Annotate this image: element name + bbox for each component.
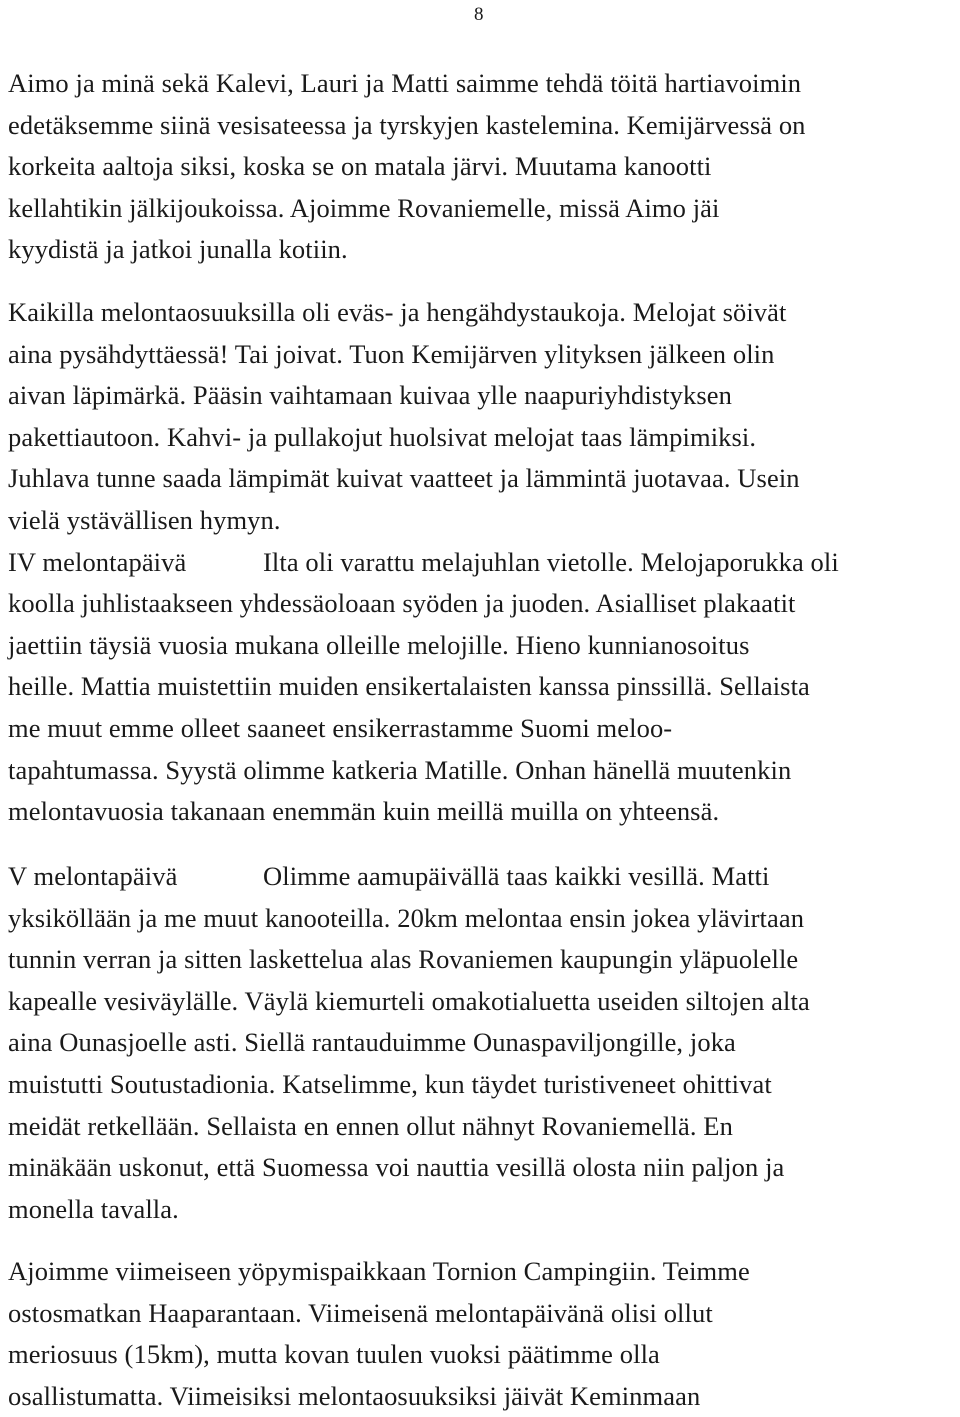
text-line: minäkään uskonut, että Suomessa voi nauttia vesillä olosta niin paljon ja bbox=[8, 1152, 785, 1183]
paragraph-2 bbox=[8, 292, 952, 833]
day-5-heading: V melontapäivä bbox=[8, 861, 178, 891]
day-5-first-line bbox=[8, 856, 952, 898]
day-4-first-text: Ilta oli varattu melajuhlan vietolle. Melojaporukka oli bbox=[263, 546, 839, 577]
text-line: edetäksemme siinä vesisateessa ja tyrskyjen kastelemina. Kemijärvessä on bbox=[8, 109, 806, 140]
text-line: Aimo ja minä sekä Kalevi, Lauri ja Matti saimme tehdä töitä hartiavoimin bbox=[8, 68, 802, 98]
text-line: monella tavalla. bbox=[8, 1193, 179, 1224]
text-line: Kaikilla melontaosuuksilla oli eväs- ja hengähdystaukoja. Melojat söivät bbox=[8, 297, 787, 327]
text-line: meidät retkellään. Sellaista en ennen ollut nähnyt Rovaniemellä. En bbox=[8, 1110, 733, 1141]
text-line: tunnin verran ja sitten laskettelua alas Rovaniemen kaupungin yläpuolelle bbox=[8, 944, 799, 975]
text-line: osallistumatta. Viimeisiksi melontaosuuksiksi jäivät Keminmaan bbox=[8, 1380, 701, 1411]
text-line: me muut emme olleet saaneet ensikerrastamme Suomi meloo- bbox=[8, 712, 673, 743]
text-line: Ajoimme viimeiseen yöpymispaikkaan Tornion Campingiin. Teimme bbox=[8, 1256, 750, 1286]
day-4-heading: IV melontapäivä bbox=[8, 546, 187, 577]
text-line: aivan läpimärkä. Pääsin vaihtamaan kuivaa ylle naapuriyhdistyksen bbox=[8, 380, 732, 411]
paragraph-1 bbox=[8, 63, 952, 271]
text-line: muistutti Soutustadionia. Katselimme, kun täydet turistiveneet ohittivat bbox=[8, 1068, 772, 1099]
day-5-first-text: Olimme aamupäivällä taas kaikki vesillä. Matti bbox=[263, 861, 770, 891]
text-line: koolla juhlistaakseen yhdessäoloaan syöden ja juoden. Asialliset plakaatit bbox=[8, 588, 796, 619]
text-line: vielä ystävällisen hymyn. bbox=[8, 504, 281, 535]
text-line: yksiköllään ja me muut kanooteilla. 20km melontaa ensin jokea ylävirtaan bbox=[8, 902, 805, 933]
text-line: ostosmatkan Haaparantaan. Viimeisenä melontapäivänä olisi ollut bbox=[8, 1297, 713, 1328]
text-line: heille. Mattia muistettiin muiden ensikertalaisten kanssa pinssillä. Sellaista bbox=[8, 671, 810, 702]
text-line: tapahtumassa. Syystä olimme katkeria Matille. Onhan hänellä muutenkin bbox=[8, 754, 792, 785]
text-line: korkeita aaltoja siksi, koska se on matala järvi. Muutama kanootti bbox=[8, 151, 712, 182]
text-line: kyydistä ja jatkoi junalla kotiin. bbox=[8, 234, 348, 265]
text-line: aina pysähdyttäessä! Tai joivat. Tuon Kemijärven ylityksen jälkeen olin bbox=[8, 338, 775, 369]
text-line: meriosuus (15km), mutta kovan tuulen vuoksi päätimme olla bbox=[8, 1339, 660, 1370]
text-line: Juhlava tunne saada lämpimät kuivat vaatteet ja lämmintä juotavaa. Usein bbox=[8, 463, 800, 494]
text-line: jaettiin täysiä vuosia mukana olleille melojille. Hieno kunnianosoitus bbox=[8, 629, 750, 660]
paragraph-last bbox=[8, 1251, 952, 1417]
paragraph-day-5 bbox=[8, 856, 952, 1230]
text-line: pakettiautoon. Kahvi- ja pullakojut huolsivat melojat taas lämpimiksi. bbox=[8, 421, 757, 452]
text-line: aina Ounasjoelle asti. Siellä rantauduimme Ounaspaviljongille, joka bbox=[8, 1027, 736, 1058]
text-line: kellahtikin jälkijoukoissa. Ajoimme Rovaniemelle, missä Aimo jäi bbox=[8, 192, 720, 223]
text-line: melontavuosia takanaan enemmän kuin meillä muilla on yhteensä. bbox=[8, 796, 720, 827]
page-number: 8 bbox=[474, 4, 484, 25]
day-4-first-line bbox=[8, 542, 952, 584]
text-line: kapealle vesiväylälle. Väylä kiemurteli omakotialuetta useiden siltojen alta bbox=[8, 985, 810, 1016]
